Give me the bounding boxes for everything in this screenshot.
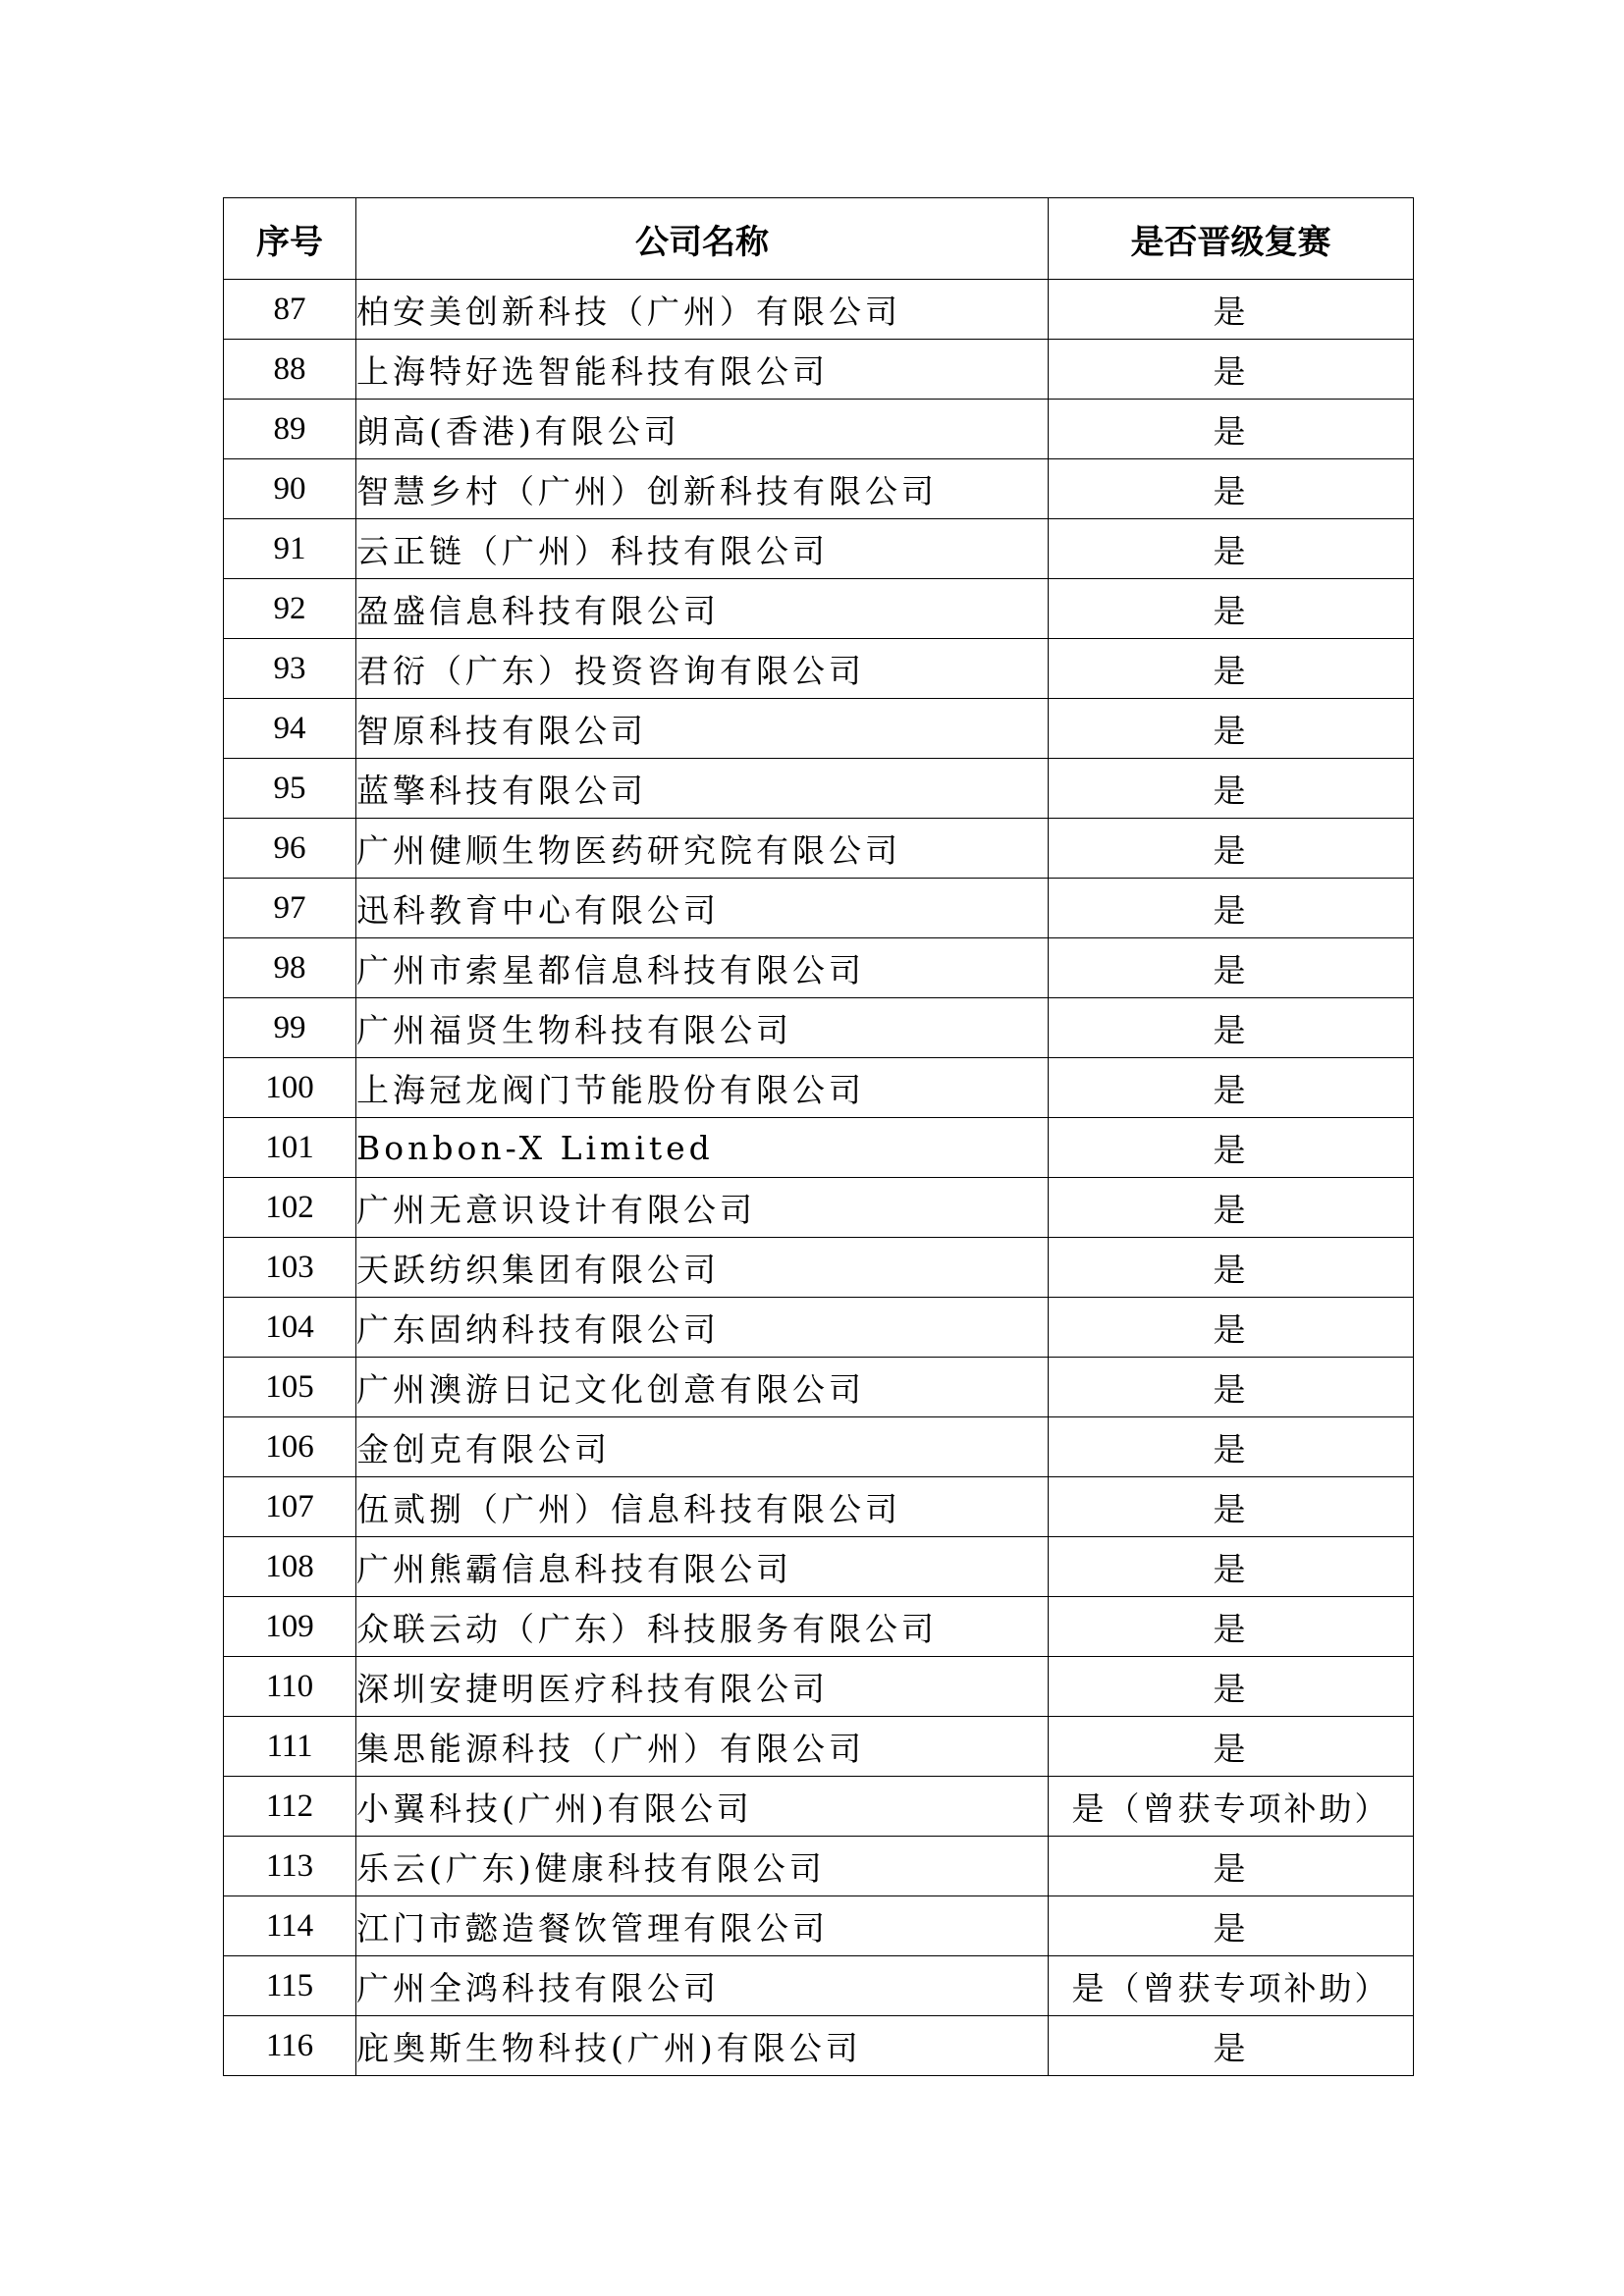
row-advanced-status: 是 bbox=[1049, 1837, 1414, 1896]
row-index: 97 bbox=[224, 879, 356, 938]
row-company-name: 朗高(香港)有限公司 bbox=[356, 400, 1049, 459]
row-index: 107 bbox=[224, 1477, 356, 1537]
row-company-name: 江门市懿造餐饮管理有限公司 bbox=[356, 1896, 1049, 1956]
row-company-name: 智原科技有限公司 bbox=[356, 699, 1049, 759]
row-index: 113 bbox=[224, 1837, 356, 1896]
row-index: 89 bbox=[224, 400, 356, 459]
row-company-name: 广州健顺生物医药研究院有限公司 bbox=[356, 819, 1049, 879]
row-index: 96 bbox=[224, 819, 356, 879]
row-company-name: 广州全鸿科技有限公司 bbox=[356, 1956, 1049, 2016]
row-company-name: 广州无意识设计有限公司 bbox=[356, 1178, 1049, 1238]
row-index: 99 bbox=[224, 998, 356, 1058]
row-index: 109 bbox=[224, 1597, 356, 1657]
row-company-name: 柏安美创新科技（广州）有限公司 bbox=[356, 280, 1049, 340]
table-row bbox=[224, 1358, 1414, 1417]
row-advanced-status: 是 bbox=[1049, 519, 1414, 579]
row-index: 91 bbox=[224, 519, 356, 579]
row-advanced-status: 是 bbox=[1049, 579, 1414, 639]
row-company-name: 智慧乡村（广州）创新科技有限公司 bbox=[356, 459, 1049, 519]
row-company-name: 庇奥斯生物科技(广州)有限公司 bbox=[356, 2016, 1049, 2076]
row-company-name: 盈盛信息科技有限公司 bbox=[356, 579, 1049, 639]
table-row bbox=[224, 1178, 1414, 1238]
row-advanced-status: 是 bbox=[1049, 400, 1414, 459]
row-advanced-status: 是 bbox=[1049, 1417, 1414, 1477]
header-company-name: 公司名称 bbox=[356, 198, 1049, 280]
row-advanced-status: 是 bbox=[1049, 1597, 1414, 1657]
table-row bbox=[224, 998, 1414, 1058]
row-company-name: 众联云动（广东）科技服务有限公司 bbox=[356, 1597, 1049, 1657]
row-index: 114 bbox=[224, 1896, 356, 1956]
row-index: 92 bbox=[224, 579, 356, 639]
row-index: 100 bbox=[224, 1058, 356, 1118]
row-advanced-status: 是 bbox=[1049, 280, 1414, 340]
row-advanced-status: 是 bbox=[1049, 340, 1414, 400]
row-advanced-status: 是 bbox=[1049, 459, 1414, 519]
row-index: 101 bbox=[224, 1118, 356, 1178]
row-index: 87 bbox=[224, 280, 356, 340]
row-company-name: 天跃纺织集团有限公司 bbox=[356, 1238, 1049, 1298]
table-row bbox=[224, 340, 1414, 400]
table-row bbox=[224, 1777, 1414, 1837]
table-row bbox=[224, 1298, 1414, 1358]
row-index: 116 bbox=[224, 2016, 356, 2076]
row-index: 110 bbox=[224, 1657, 356, 1717]
row-advanced-status: 是 bbox=[1049, 1896, 1414, 1956]
table-row bbox=[224, 519, 1414, 579]
row-index: 90 bbox=[224, 459, 356, 519]
row-index: 111 bbox=[224, 1717, 356, 1777]
row-advanced-status: 是 bbox=[1049, 699, 1414, 759]
table-row bbox=[224, 819, 1414, 879]
row-company-name: 集思能源科技（广州）有限公司 bbox=[356, 1717, 1049, 1777]
row-company-name: 云正链（广州）科技有限公司 bbox=[356, 519, 1049, 579]
row-company-name: 小翼科技(广州)有限公司 bbox=[356, 1777, 1049, 1837]
row-advanced-status: 是 bbox=[1049, 1657, 1414, 1717]
table-row bbox=[224, 1238, 1414, 1298]
table-row bbox=[224, 1657, 1414, 1717]
row-advanced-status: 是 bbox=[1049, 1298, 1414, 1358]
table-row bbox=[224, 1118, 1414, 1178]
table-row bbox=[224, 400, 1414, 459]
table-row bbox=[224, 280, 1414, 340]
row-company-name: 金创克有限公司 bbox=[356, 1417, 1049, 1477]
table-row bbox=[224, 639, 1414, 699]
row-company-name: 乐云(广东)健康科技有限公司 bbox=[356, 1837, 1049, 1896]
row-index: 95 bbox=[224, 759, 356, 819]
table-header bbox=[224, 198, 1414, 280]
row-company-name: 广州市索星都信息科技有限公司 bbox=[356, 938, 1049, 998]
table-row bbox=[224, 1477, 1414, 1537]
table-row bbox=[224, 1597, 1414, 1657]
header-index: 序号 bbox=[224, 198, 356, 280]
row-advanced-status: 是 bbox=[1049, 639, 1414, 699]
row-company-name: 蓝擎科技有限公司 bbox=[356, 759, 1049, 819]
results-table-container bbox=[223, 197, 1413, 2076]
table-row bbox=[224, 938, 1414, 998]
row-index: 102 bbox=[224, 1178, 356, 1238]
row-index: 93 bbox=[224, 639, 356, 699]
row-advanced-status: 是 bbox=[1049, 938, 1414, 998]
row-advanced-status: 是 bbox=[1049, 1477, 1414, 1537]
row-advanced-status: 是 bbox=[1049, 2016, 1414, 2076]
table-row bbox=[224, 1058, 1414, 1118]
table-row bbox=[224, 2016, 1414, 2076]
row-advanced-status: 是 bbox=[1049, 1537, 1414, 1597]
row-company-name: 广州福贤生物科技有限公司 bbox=[356, 998, 1049, 1058]
row-index: 115 bbox=[224, 1956, 356, 2016]
table-row bbox=[224, 1837, 1414, 1896]
row-index: 88 bbox=[224, 340, 356, 400]
row-advanced-status: 是 bbox=[1049, 759, 1414, 819]
row-advanced-status: 是 bbox=[1049, 1358, 1414, 1417]
row-index: 103 bbox=[224, 1238, 356, 1298]
table-row bbox=[224, 1896, 1414, 1956]
results-table bbox=[223, 197, 1414, 2076]
row-index: 104 bbox=[224, 1298, 356, 1358]
row-index: 94 bbox=[224, 699, 356, 759]
row-advanced-status: 是 bbox=[1049, 1118, 1414, 1178]
table-row bbox=[224, 1417, 1414, 1477]
table-row bbox=[224, 1956, 1414, 2016]
table-row bbox=[224, 1537, 1414, 1597]
row-index: 98 bbox=[224, 938, 356, 998]
row-company-name: 深圳安捷明医疗科技有限公司 bbox=[356, 1657, 1049, 1717]
row-advanced-status: 是 bbox=[1049, 998, 1414, 1058]
table-row bbox=[224, 459, 1414, 519]
table-row bbox=[224, 879, 1414, 938]
row-company-name: 伍贰捌（广州）信息科技有限公司 bbox=[356, 1477, 1049, 1537]
row-company-name: 上海冠龙阀门节能股份有限公司 bbox=[356, 1058, 1049, 1118]
row-company-name: 广州澳游日记文化创意有限公司 bbox=[356, 1358, 1049, 1417]
header-row bbox=[224, 198, 1414, 280]
row-index: 106 bbox=[224, 1417, 356, 1477]
row-index: 112 bbox=[224, 1777, 356, 1837]
row-index: 108 bbox=[224, 1537, 356, 1597]
row-advanced-status: 是 bbox=[1049, 1058, 1414, 1118]
row-advanced-status: 是 bbox=[1049, 1717, 1414, 1777]
row-company-name: 广州熊霸信息科技有限公司 bbox=[356, 1537, 1049, 1597]
row-company-name: 上海特好选智能科技有限公司 bbox=[356, 340, 1049, 400]
row-advanced-status: 是 bbox=[1049, 819, 1414, 879]
row-advanced-status: 是（曾获专项补助） bbox=[1049, 1956, 1414, 2016]
table-body bbox=[224, 280, 1414, 2076]
row-company-name: 迅科教育中心有限公司 bbox=[356, 879, 1049, 938]
row-index: 105 bbox=[224, 1358, 356, 1417]
table-row bbox=[224, 759, 1414, 819]
row-advanced-status: 是（曾获专项补助） bbox=[1049, 1777, 1414, 1837]
header-advanced: 是否晋级复赛 bbox=[1049, 198, 1414, 280]
table-row bbox=[224, 579, 1414, 639]
row-company-name: Bonbon-X Limited bbox=[356, 1118, 1049, 1178]
row-company-name: 广东固纳科技有限公司 bbox=[356, 1298, 1049, 1358]
row-company-name: 君衍（广东）投资咨询有限公司 bbox=[356, 639, 1049, 699]
row-advanced-status: 是 bbox=[1049, 1178, 1414, 1238]
table-row bbox=[224, 699, 1414, 759]
table-row bbox=[224, 1717, 1414, 1777]
row-advanced-status: 是 bbox=[1049, 1238, 1414, 1298]
row-advanced-status: 是 bbox=[1049, 879, 1414, 938]
